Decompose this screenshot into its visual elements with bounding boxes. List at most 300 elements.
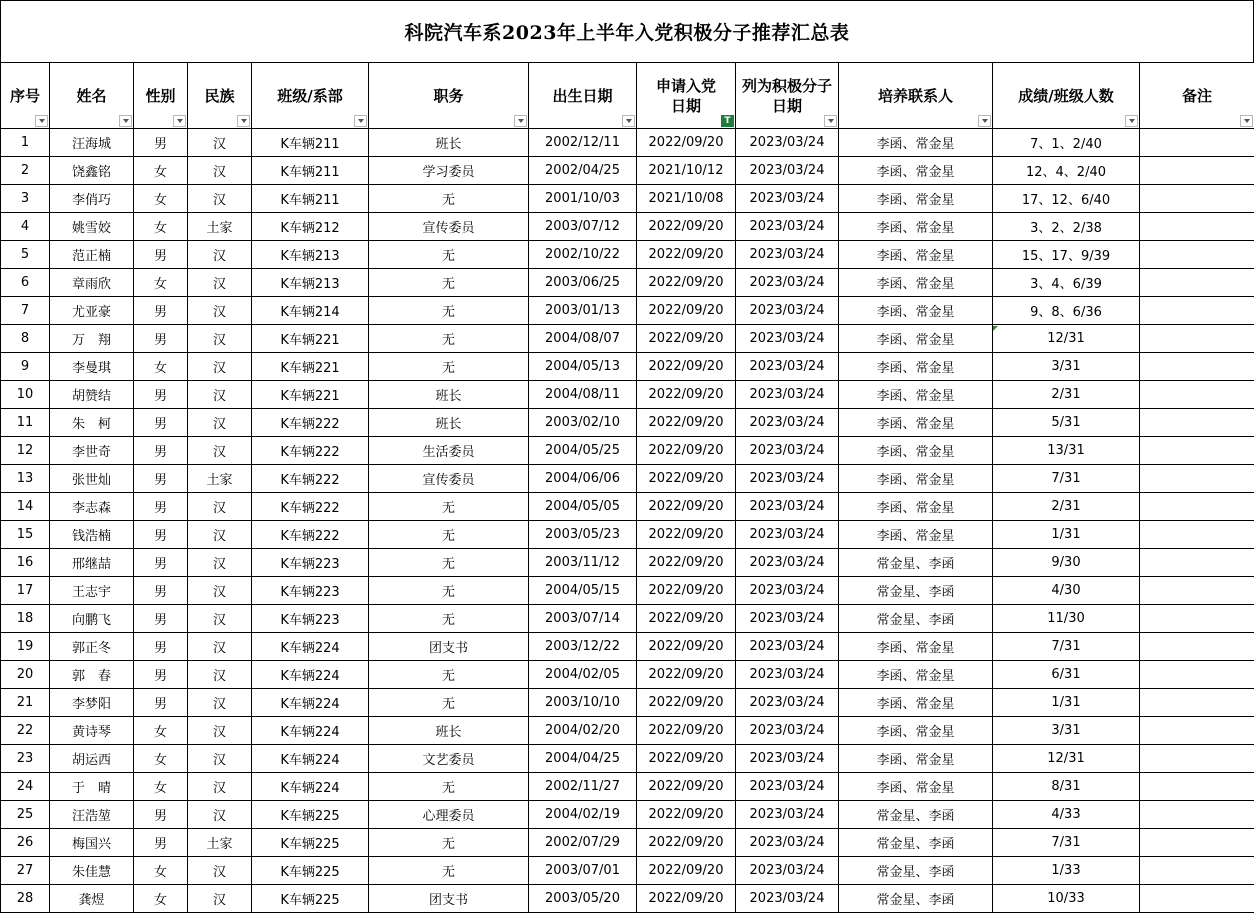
cell-application-date[interactable]: 2022/09/20	[637, 633, 736, 661]
cell-birthdate[interactable]: 2003/10/10	[529, 689, 637, 717]
cell-gender[interactable]: 女	[134, 885, 188, 913]
cell-index[interactable]: 3	[1, 185, 50, 213]
cell-class[interactable]: K车辆223	[252, 605, 369, 633]
cell-activist-date[interactable]: 2023/03/24	[736, 493, 839, 521]
cell-application-date[interactable]: 2021/10/12	[637, 157, 736, 185]
cell-contact[interactable]: 常金星、李函	[839, 801, 993, 829]
cell-name[interactable]: 邢继喆	[50, 549, 134, 577]
cell-position[interactable]: 无	[369, 185, 529, 213]
cell-notes[interactable]	[1140, 717, 1254, 745]
cell-contact[interactable]: 李函、常金星	[839, 241, 993, 269]
cell-notes[interactable]	[1140, 521, 1254, 549]
cell-position[interactable]: 无	[369, 521, 529, 549]
cell-index[interactable]: 13	[1, 465, 50, 493]
cell-activist-date[interactable]: 2023/03/24	[736, 633, 839, 661]
cell-gender[interactable]: 男	[134, 297, 188, 325]
cell-application-date[interactable]: 2022/09/20	[637, 409, 736, 437]
cell-index[interactable]: 23	[1, 745, 50, 773]
cell-score[interactable]: 4/30	[993, 577, 1140, 605]
cell-class[interactable]: K车辆222	[252, 409, 369, 437]
cell-position[interactable]: 生活委员	[369, 437, 529, 465]
cell-gender[interactable]: 男	[134, 325, 188, 353]
cell-notes[interactable]	[1140, 381, 1254, 409]
cell-application-date[interactable]: 2022/09/20	[637, 353, 736, 381]
cell-notes[interactable]	[1140, 801, 1254, 829]
cell-ethnicity[interactable]: 汉	[188, 269, 252, 297]
cell-score[interactable]: 2/31	[993, 381, 1140, 409]
chevron-down-icon[interactable]	[824, 115, 837, 127]
cell-name[interactable]: 郭 春	[50, 661, 134, 689]
cell-position[interactable]: 文艺委员	[369, 745, 529, 773]
cell-index[interactable]: 10	[1, 381, 50, 409]
cell-position[interactable]: 无	[369, 605, 529, 633]
cell-index[interactable]: 21	[1, 689, 50, 717]
cell-notes[interactable]	[1140, 157, 1254, 185]
cell-application-date[interactable]: 2022/09/20	[637, 549, 736, 577]
cell-class[interactable]: K车辆224	[252, 717, 369, 745]
cell-birthdate[interactable]: 2004/02/19	[529, 801, 637, 829]
cell-contact[interactable]: 李函、常金星	[839, 325, 993, 353]
cell-notes[interactable]	[1140, 857, 1254, 885]
cell-index[interactable]: 26	[1, 829, 50, 857]
cell-activist-date[interactable]: 2023/03/24	[736, 521, 839, 549]
cell-index[interactable]: 17	[1, 577, 50, 605]
cell-ethnicity[interactable]: 汉	[188, 185, 252, 213]
cell-class[interactable]: K车辆214	[252, 297, 369, 325]
cell-class[interactable]: K车辆213	[252, 241, 369, 269]
cell-score[interactable]: 1/31	[993, 689, 1140, 717]
cell-name[interactable]: 李俏巧	[50, 185, 134, 213]
cell-position[interactable]: 班长	[369, 129, 529, 157]
cell-activist-date[interactable]: 2023/03/24	[736, 689, 839, 717]
cell-name[interactable]: 李曼琪	[50, 353, 134, 381]
cell-contact[interactable]: 李函、常金星	[839, 213, 993, 241]
cell-contact[interactable]: 李函、常金星	[839, 521, 993, 549]
cell-gender[interactable]: 男	[134, 129, 188, 157]
cell-contact[interactable]: 常金星、李函	[839, 549, 993, 577]
cell-position[interactable]: 无	[369, 829, 529, 857]
cell-gender[interactable]: 男	[134, 465, 188, 493]
cell-birthdate[interactable]: 2003/02/10	[529, 409, 637, 437]
cell-notes[interactable]	[1140, 577, 1254, 605]
cell-score[interactable]: 5/31	[993, 409, 1140, 437]
cell-index[interactable]: 2	[1, 157, 50, 185]
cell-contact[interactable]: 李函、常金星	[839, 437, 993, 465]
cell-ethnicity[interactable]: 汉	[188, 605, 252, 633]
cell-index[interactable]: 4	[1, 213, 50, 241]
cell-ethnicity[interactable]: 汉	[188, 773, 252, 801]
cell-birthdate[interactable]: 2003/05/20	[529, 885, 637, 913]
cell-index[interactable]: 7	[1, 297, 50, 325]
cell-gender[interactable]: 男	[134, 493, 188, 521]
cell-gender[interactable]: 男	[134, 689, 188, 717]
cell-gender[interactable]: 男	[134, 829, 188, 857]
cell-notes[interactable]	[1140, 773, 1254, 801]
cell-name[interactable]: 胡运西	[50, 745, 134, 773]
cell-activist-date[interactable]: 2023/03/24	[736, 661, 839, 689]
cell-activist-date[interactable]: 2023/03/24	[736, 549, 839, 577]
cell-application-date[interactable]: 2022/09/20	[637, 829, 736, 857]
cell-application-date[interactable]: 2022/09/20	[637, 465, 736, 493]
cell-index[interactable]: 16	[1, 549, 50, 577]
cell-class[interactable]: K车辆224	[252, 773, 369, 801]
cell-class[interactable]: K车辆225	[252, 829, 369, 857]
cell-birthdate[interactable]: 2002/07/29	[529, 829, 637, 857]
cell-name[interactable]: 万 翔	[50, 325, 134, 353]
cell-activist-date[interactable]: 2023/03/24	[736, 829, 839, 857]
cell-notes[interactable]	[1140, 689, 1254, 717]
cell-application-date[interactable]: 2022/09/20	[637, 745, 736, 773]
cell-position[interactable]: 无	[369, 661, 529, 689]
cell-class[interactable]: K车辆223	[252, 549, 369, 577]
cell-score[interactable]: 1/31	[993, 521, 1140, 549]
cell-score[interactable]: 4/33	[993, 801, 1140, 829]
cell-activist-date[interactable]: 2023/03/24	[736, 857, 839, 885]
cell-notes[interactable]	[1140, 437, 1254, 465]
cell-position[interactable]: 学习委员	[369, 157, 529, 185]
cell-birthdate[interactable]: 2003/11/12	[529, 549, 637, 577]
cell-score[interactable]: 12、4、2/40	[993, 157, 1140, 185]
cell-index[interactable]: 6	[1, 269, 50, 297]
cell-score[interactable]: 11/30	[993, 605, 1140, 633]
cell-name[interactable]: 黄诗琴	[50, 717, 134, 745]
cell-position[interactable]: 心理委员	[369, 801, 529, 829]
cell-name[interactable]: 于 晴	[50, 773, 134, 801]
cell-ethnicity[interactable]: 汉	[188, 325, 252, 353]
cell-application-date[interactable]: 2022/09/20	[637, 801, 736, 829]
cell-ethnicity[interactable]: 汉	[188, 241, 252, 269]
cell-activist-date[interactable]: 2023/03/24	[736, 773, 839, 801]
chevron-down-icon[interactable]	[173, 115, 186, 127]
cell-gender[interactable]: 男	[134, 577, 188, 605]
cell-score[interactable]: 9、8、6/36	[993, 297, 1140, 325]
cell-activist-date[interactable]: 2023/03/24	[736, 353, 839, 381]
cell-contact[interactable]: 李函、常金星	[839, 745, 993, 773]
cell-class[interactable]: K车辆222	[252, 521, 369, 549]
cell-birthdate[interactable]: 2003/07/01	[529, 857, 637, 885]
cell-birthdate[interactable]: 2002/04/25	[529, 157, 637, 185]
chevron-down-icon[interactable]	[1125, 115, 1138, 127]
cell-gender[interactable]: 男	[134, 549, 188, 577]
cell-ethnicity[interactable]: 汉	[188, 633, 252, 661]
cell-birthdate[interactable]: 2004/08/11	[529, 381, 637, 409]
cell-position[interactable]: 班长	[369, 381, 529, 409]
filter-icon[interactable]	[721, 115, 734, 127]
cell-ethnicity[interactable]: 汉	[188, 549, 252, 577]
cell-ethnicity[interactable]: 汉	[188, 437, 252, 465]
cell-gender[interactable]: 男	[134, 409, 188, 437]
cell-ethnicity[interactable]: 汉	[188, 409, 252, 437]
cell-ethnicity[interactable]: 汉	[188, 857, 252, 885]
cell-notes[interactable]	[1140, 129, 1254, 157]
cell-class[interactable]: K车辆224	[252, 745, 369, 773]
cell-score[interactable]: 3、4、6/39	[993, 269, 1140, 297]
cell-gender[interactable]: 女	[134, 353, 188, 381]
cell-activist-date[interactable]: 2023/03/24	[736, 297, 839, 325]
cell-ethnicity[interactable]: 汉	[188, 521, 252, 549]
cell-gender[interactable]: 男	[134, 633, 188, 661]
cell-ethnicity[interactable]: 土家	[188, 829, 252, 857]
cell-contact[interactable]: 常金星、李函	[839, 829, 993, 857]
cell-class[interactable]: K车辆222	[252, 437, 369, 465]
cell-contact[interactable]: 李函、常金星	[839, 465, 993, 493]
cell-gender[interactable]: 男	[134, 605, 188, 633]
chevron-down-icon[interactable]	[1240, 115, 1253, 127]
cell-class[interactable]: K车辆225	[252, 885, 369, 913]
cell-notes[interactable]	[1140, 325, 1254, 353]
cell-class[interactable]: K车辆225	[252, 801, 369, 829]
chevron-down-icon[interactable]	[514, 115, 527, 127]
cell-index[interactable]: 25	[1, 801, 50, 829]
cell-activist-date[interactable]: 2023/03/24	[736, 269, 839, 297]
cell-class[interactable]: K车辆213	[252, 269, 369, 297]
cell-score[interactable]: 7/31	[993, 829, 1140, 857]
cell-name[interactable]: 汪海城	[50, 129, 134, 157]
cell-index[interactable]: 8	[1, 325, 50, 353]
cell-position[interactable]: 团支书	[369, 885, 529, 913]
cell-contact[interactable]: 李函、常金星	[839, 269, 993, 297]
cell-gender[interactable]: 男	[134, 801, 188, 829]
cell-contact[interactable]: 常金星、李函	[839, 857, 993, 885]
cell-activist-date[interactable]: 2023/03/24	[736, 241, 839, 269]
cell-ethnicity[interactable]: 汉	[188, 689, 252, 717]
cell-application-date[interactable]: 2022/09/20	[637, 213, 736, 241]
cell-notes[interactable]	[1140, 605, 1254, 633]
cell-activist-date[interactable]: 2023/03/24	[736, 717, 839, 745]
cell-gender[interactable]: 女	[134, 185, 188, 213]
cell-score[interactable]: 2/31	[993, 493, 1140, 521]
cell-index[interactable]: 12	[1, 437, 50, 465]
cell-contact[interactable]: 李函、常金星	[839, 717, 993, 745]
cell-gender[interactable]: 男	[134, 241, 188, 269]
cell-activist-date[interactable]: 2023/03/24	[736, 465, 839, 493]
cell-birthdate[interactable]: 2004/06/06	[529, 465, 637, 493]
cell-score[interactable]: 3、2、2/38	[993, 213, 1140, 241]
cell-activist-date[interactable]: 2023/03/24	[736, 885, 839, 913]
chevron-down-icon[interactable]	[354, 115, 367, 127]
cell-contact[interactable]: 李函、常金星	[839, 689, 993, 717]
cell-class[interactable]: K车辆221	[252, 353, 369, 381]
cell-score[interactable]: 13/31	[993, 437, 1140, 465]
cell-application-date[interactable]: 2022/09/20	[637, 493, 736, 521]
cell-index[interactable]: 1	[1, 129, 50, 157]
cell-birthdate[interactable]: 2003/05/23	[529, 521, 637, 549]
cell-name[interactable]: 尤亚豪	[50, 297, 134, 325]
cell-birthdate[interactable]: 2004/02/20	[529, 717, 637, 745]
cell-birthdate[interactable]: 2003/12/22	[529, 633, 637, 661]
cell-class[interactable]: K车辆222	[252, 465, 369, 493]
cell-name[interactable]: 郭正冬	[50, 633, 134, 661]
cell-application-date[interactable]: 2022/09/20	[637, 605, 736, 633]
cell-ethnicity[interactable]: 汉	[188, 157, 252, 185]
cell-ethnicity[interactable]: 汉	[188, 745, 252, 773]
cell-score[interactable]: 6/31	[993, 661, 1140, 689]
cell-score[interactable]: 17、12、6/40	[993, 185, 1140, 213]
cell-name[interactable]: 章雨欣	[50, 269, 134, 297]
cell-notes[interactable]	[1140, 409, 1254, 437]
cell-activist-date[interactable]: 2023/03/24	[736, 577, 839, 605]
cell-contact[interactable]: 李函、常金星	[839, 129, 993, 157]
cell-class[interactable]: K车辆211	[252, 129, 369, 157]
cell-notes[interactable]	[1140, 297, 1254, 325]
cell-name[interactable]: 李梦阳	[50, 689, 134, 717]
cell-name[interactable]: 汪浩堃	[50, 801, 134, 829]
cell-contact[interactable]: 李函、常金星	[839, 773, 993, 801]
cell-name[interactable]: 朱佳慧	[50, 857, 134, 885]
cell-application-date[interactable]: 2022/09/20	[637, 521, 736, 549]
cell-position[interactable]: 班长	[369, 717, 529, 745]
cell-class[interactable]: K车辆221	[252, 325, 369, 353]
chevron-down-icon[interactable]	[119, 115, 132, 127]
cell-name[interactable]: 王志宇	[50, 577, 134, 605]
cell-ethnicity[interactable]: 汉	[188, 297, 252, 325]
cell-score[interactable]: 12/31	[993, 745, 1140, 773]
cell-contact[interactable]: 常金星、李函	[839, 577, 993, 605]
cell-birthdate[interactable]: 2004/05/25	[529, 437, 637, 465]
cell-gender[interactable]: 女	[134, 773, 188, 801]
cell-position[interactable]: 无	[369, 353, 529, 381]
cell-index[interactable]: 20	[1, 661, 50, 689]
cell-position[interactable]: 无	[369, 269, 529, 297]
cell-activist-date[interactable]: 2023/03/24	[736, 381, 839, 409]
cell-application-date[interactable]: 2022/09/20	[637, 661, 736, 689]
cell-index[interactable]: 22	[1, 717, 50, 745]
cell-index[interactable]: 19	[1, 633, 50, 661]
cell-score[interactable]: 15、17、9/39	[993, 241, 1140, 269]
cell-birthdate[interactable]: 2004/04/25	[529, 745, 637, 773]
cell-contact[interactable]: 李函、常金星	[839, 409, 993, 437]
cell-name[interactable]: 龚煜	[50, 885, 134, 913]
cell-gender[interactable]: 男	[134, 521, 188, 549]
cell-class[interactable]: K车辆224	[252, 661, 369, 689]
cell-position[interactable]: 无	[369, 241, 529, 269]
cell-birthdate[interactable]: 2003/07/14	[529, 605, 637, 633]
cell-notes[interactable]	[1140, 353, 1254, 381]
cell-ethnicity[interactable]: 汉	[188, 717, 252, 745]
cell-score[interactable]: 7/31	[993, 465, 1140, 493]
cell-activist-date[interactable]: 2023/03/24	[736, 605, 839, 633]
cell-name[interactable]: 向鹏飞	[50, 605, 134, 633]
cell-application-date[interactable]: 2021/10/08	[637, 185, 736, 213]
cell-notes[interactable]	[1140, 661, 1254, 689]
cell-contact[interactable]: 李函、常金星	[839, 381, 993, 409]
cell-position[interactable]: 无	[369, 297, 529, 325]
cell-birthdate[interactable]: 2004/05/05	[529, 493, 637, 521]
cell-birthdate[interactable]: 2003/01/13	[529, 297, 637, 325]
cell-index[interactable]: 18	[1, 605, 50, 633]
cell-application-date[interactable]: 2022/09/20	[637, 325, 736, 353]
cell-index[interactable]: 11	[1, 409, 50, 437]
cell-ethnicity[interactable]: 土家	[188, 465, 252, 493]
cell-notes[interactable]	[1140, 745, 1254, 773]
cell-notes[interactable]	[1140, 633, 1254, 661]
cell-contact[interactable]: 李函、常金星	[839, 493, 993, 521]
cell-ethnicity[interactable]: 汉	[188, 129, 252, 157]
cell-notes[interactable]	[1140, 241, 1254, 269]
cell-position[interactable]: 团支书	[369, 633, 529, 661]
cell-score[interactable]: 12/31	[993, 325, 1140, 353]
cell-score[interactable]: 3/31	[993, 717, 1140, 745]
cell-name[interactable]: 李世奇	[50, 437, 134, 465]
cell-gender[interactable]: 男	[134, 661, 188, 689]
cell-ethnicity[interactable]: 汉	[188, 885, 252, 913]
cell-name[interactable]: 张世灿	[50, 465, 134, 493]
cell-activist-date[interactable]: 2023/03/24	[736, 129, 839, 157]
cell-contact[interactable]: 常金星、李函	[839, 885, 993, 913]
cell-name[interactable]: 梅国兴	[50, 829, 134, 857]
cell-class[interactable]: K车辆221	[252, 381, 369, 409]
cell-contact[interactable]: 李函、常金星	[839, 297, 993, 325]
cell-score[interactable]: 3/31	[993, 353, 1140, 381]
cell-activist-date[interactable]: 2023/03/24	[736, 801, 839, 829]
cell-contact[interactable]: 李函、常金星	[839, 353, 993, 381]
cell-contact[interactable]: 李函、常金星	[839, 185, 993, 213]
cell-application-date[interactable]: 2022/09/20	[637, 689, 736, 717]
cell-position[interactable]: 无	[369, 689, 529, 717]
cell-application-date[interactable]: 2022/09/20	[637, 773, 736, 801]
cell-position[interactable]: 无	[369, 325, 529, 353]
cell-class[interactable]: K车辆223	[252, 577, 369, 605]
cell-ethnicity[interactable]: 汉	[188, 801, 252, 829]
cell-application-date[interactable]: 2022/09/20	[637, 129, 736, 157]
cell-birthdate[interactable]: 2002/11/27	[529, 773, 637, 801]
cell-position[interactable]: 无	[369, 773, 529, 801]
cell-activist-date[interactable]: 2023/03/24	[736, 325, 839, 353]
cell-class[interactable]: K车辆224	[252, 689, 369, 717]
cell-index[interactable]: 9	[1, 353, 50, 381]
cell-birthdate[interactable]: 2004/08/07	[529, 325, 637, 353]
cell-position[interactable]: 无	[369, 577, 529, 605]
cell-name[interactable]: 范正楠	[50, 241, 134, 269]
cell-birthdate[interactable]: 2003/07/12	[529, 213, 637, 241]
cell-ethnicity[interactable]: 汉	[188, 577, 252, 605]
cell-position[interactable]: 无	[369, 857, 529, 885]
cell-birthdate[interactable]: 2001/10/03	[529, 185, 637, 213]
cell-activist-date[interactable]: 2023/03/24	[736, 437, 839, 465]
cell-class[interactable]: K车辆224	[252, 633, 369, 661]
cell-class[interactable]: K车辆211	[252, 157, 369, 185]
cell-class[interactable]: K车辆225	[252, 857, 369, 885]
cell-ethnicity[interactable]: 土家	[188, 213, 252, 241]
cell-index[interactable]: 28	[1, 885, 50, 913]
cell-birthdate[interactable]: 2004/05/13	[529, 353, 637, 381]
cell-ethnicity[interactable]: 汉	[188, 493, 252, 521]
cell-activist-date[interactable]: 2023/03/24	[736, 157, 839, 185]
cell-ethnicity[interactable]: 汉	[188, 353, 252, 381]
cell-score[interactable]: 8/31	[993, 773, 1140, 801]
chevron-down-icon[interactable]	[622, 115, 635, 127]
cell-gender[interactable]: 女	[134, 745, 188, 773]
cell-activist-date[interactable]: 2023/03/24	[736, 185, 839, 213]
cell-notes[interactable]	[1140, 829, 1254, 857]
cell-class[interactable]: K车辆211	[252, 185, 369, 213]
cell-name[interactable]: 胡赞结	[50, 381, 134, 409]
cell-application-date[interactable]: 2022/09/20	[637, 241, 736, 269]
cell-birthdate[interactable]: 2002/12/11	[529, 129, 637, 157]
cell-notes[interactable]	[1140, 493, 1254, 521]
cell-ethnicity[interactable]: 汉	[188, 661, 252, 689]
cell-name[interactable]: 朱 柯	[50, 409, 134, 437]
cell-gender[interactable]: 男	[134, 381, 188, 409]
cell-notes[interactable]	[1140, 213, 1254, 241]
cell-activist-date[interactable]: 2023/03/24	[736, 213, 839, 241]
cell-contact[interactable]: 李函、常金星	[839, 661, 993, 689]
cell-application-date[interactable]: 2022/09/20	[637, 857, 736, 885]
cell-activist-date[interactable]: 2023/03/24	[736, 745, 839, 773]
cell-notes[interactable]	[1140, 549, 1254, 577]
cell-application-date[interactable]: 2022/09/20	[637, 297, 736, 325]
cell-birthdate[interactable]: 2004/05/15	[529, 577, 637, 605]
